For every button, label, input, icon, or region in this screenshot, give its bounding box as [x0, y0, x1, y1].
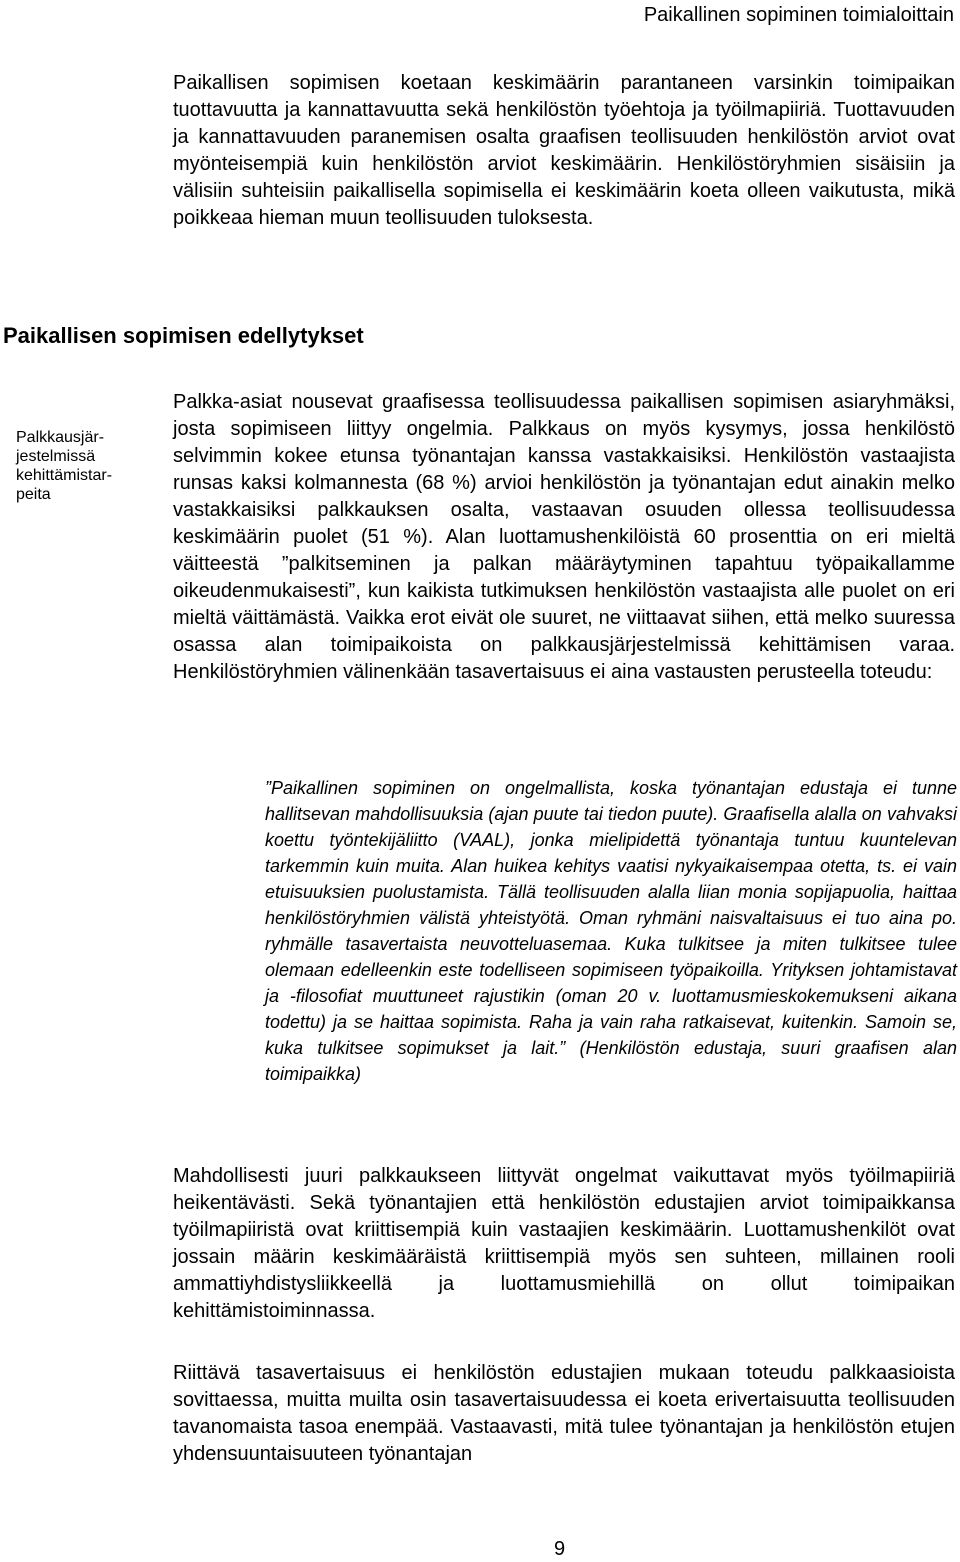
quote-text: ”Paikallinen sopiminen on ongelmallista, koska työnantajan edustaja ei tunne hallitsevan mahdollisuuksia (ajan puute tai tiedon puute). Graafisella alalla on vahvaksi koettu työntekijäliitto (VAAL), jonka mielipidettä työnantaja tuntuu kuuntelevan tarkemmin kuin muita. Alan huikea kehitys vaatisi nykyaikaisempaa otetta, ts. ei vain etuisuuksien puolustamista. Tällä teollisuuden alalla liian monia sopijapuolia, haittaa henkilöstöryhmien välistä yhteistyötä. Oman ryhmäni naisvaltaisuus ei tuo aina po. ryhmälle tasavertaista neuvotteluasemaa. Kuka tulkitsee ja miten tulkitsee tulee olemaan edelleenkin este todelliseen sopimiseen työpaikoilla. Yrityksen johtamistavat ja -filosofiat muuttuneet rajustikin (oman 20 v. luottamusmieskokemukseni aikana todettu) ja se haittaa sopimista. Raha ja vain raha ratkaisevat, kuitenkin. Samoin se, kuka tulkitsee sopimukset ja lait.”: [265, 778, 957, 1058]
margin-note: Palkkausjär- jestelmissä kehittämistar- peita: [16, 429, 113, 503]
running-header: Paikallinen sopiminen toimialoittain: [643, 4, 954, 26]
page-number: 9: [554, 1538, 566, 1560]
quote-source: (Henkilöstön edustaja, suuri graafisen alan toimipaikka): [265, 1038, 957, 1084]
section-heading: Paikallisen sopimisen edellytykset: [3, 323, 364, 348]
paragraph-intro: Paikallisen sopimisen koetaan keskimäärin parantaneen varsinkin toimipaikan tuottavuutta ja kannattavuutta sekä henkilöstön työehtoja ja työilmapiiriä. Tuottavuuden ja kannattavuuden paranemisen osalta graafisen teollisuuden henkilöstön arviot ovat myönteisempiä kuin henkilöstön arviot keskimäärin. Henkilöstöryhmien sisäisiin ja välisiin suhteisiin paikallisella sopimisella ei keskimäärin koeta olleen vaikutusta, mikä poikkeaa hieman muun teollisuuden tuloksesta.: [173, 72, 955, 229]
block-quote: [265, 775, 957, 1087]
paragraph-palkka: Palkka-asiat nousevat graafisessa teollisuudessa paikallisen sopimisen asiaryhmäksi, josta sopimiseen liittyy ongelmia. Palkkaus on myös kysymys, jossa henkilöstö selvimmin kokee etunsa työnantajan kanssa vastakkaisiksi. Henkilöstön vastaajista runsas kaksi kolmannesta (68 %) arvioi henkilöstön ja työnantajan edut ainakin melko vastakkaisiksi palkkauksen osalta, vastaavan osuuden ollessa teollisuudessa keskimäärin puolet (51 %). Alan luottamushenkilöistä 60 prosenttia on eri mieltä väitteestä ”palkitseminen ja palkan määräytyminen tapahtuu työpaikallamme oikeudenmukaisesti”, kun kaikista tutkimuksen henkilöstön vastaajista alle puolet on eri mieltä väittämästä. Vaikka erot eivät ole suuret, ne viittaavat siihen, että melko suuressa osassa alan toimipaikoista on palkkausjärjestelmissä kehittämisen varaa. Henkilöstöryhmien välinenkään tasavertaisuus ei aina vastausten perusteella toteudu:: [173, 391, 955, 683]
paragraph-ilmapiiri: Mahdollisesti juuri palkkaukseen liittyvät ongelmat vaikuttavat myös työilmapiiriä heikentävästi. Sekä työnantajien että henkilöstön edustajien arviot toimipaikkansa työilmapiiristä ovat kriittisempiä kuin vastaajien keskimäärin. Luottamushenkilöt ovat jossain määrin keskimääräistä kriittisempiä myös sen suhteen, millainen rooli ammattiyhdistysliikkeellä ja luottamusmiehillä on ollut toimipaikan kehittämistoiminnassa.: [173, 1165, 955, 1322]
paragraph-tasavertaisuus: Riittävä tasavertaisuus ei henkilöstön edustajien mukaan toteudu palkkaasioista sovittaessa, muitta muilta osin tasavertaisuudessa ei koeta erivertaisuutta teollisuuden tavanomaista tasoa enempää. Vastaavasti, mitä tulee työnantajan ja henkilöstön etujen yhdensuuntaisuuteen työnantajan: [173, 1362, 955, 1465]
